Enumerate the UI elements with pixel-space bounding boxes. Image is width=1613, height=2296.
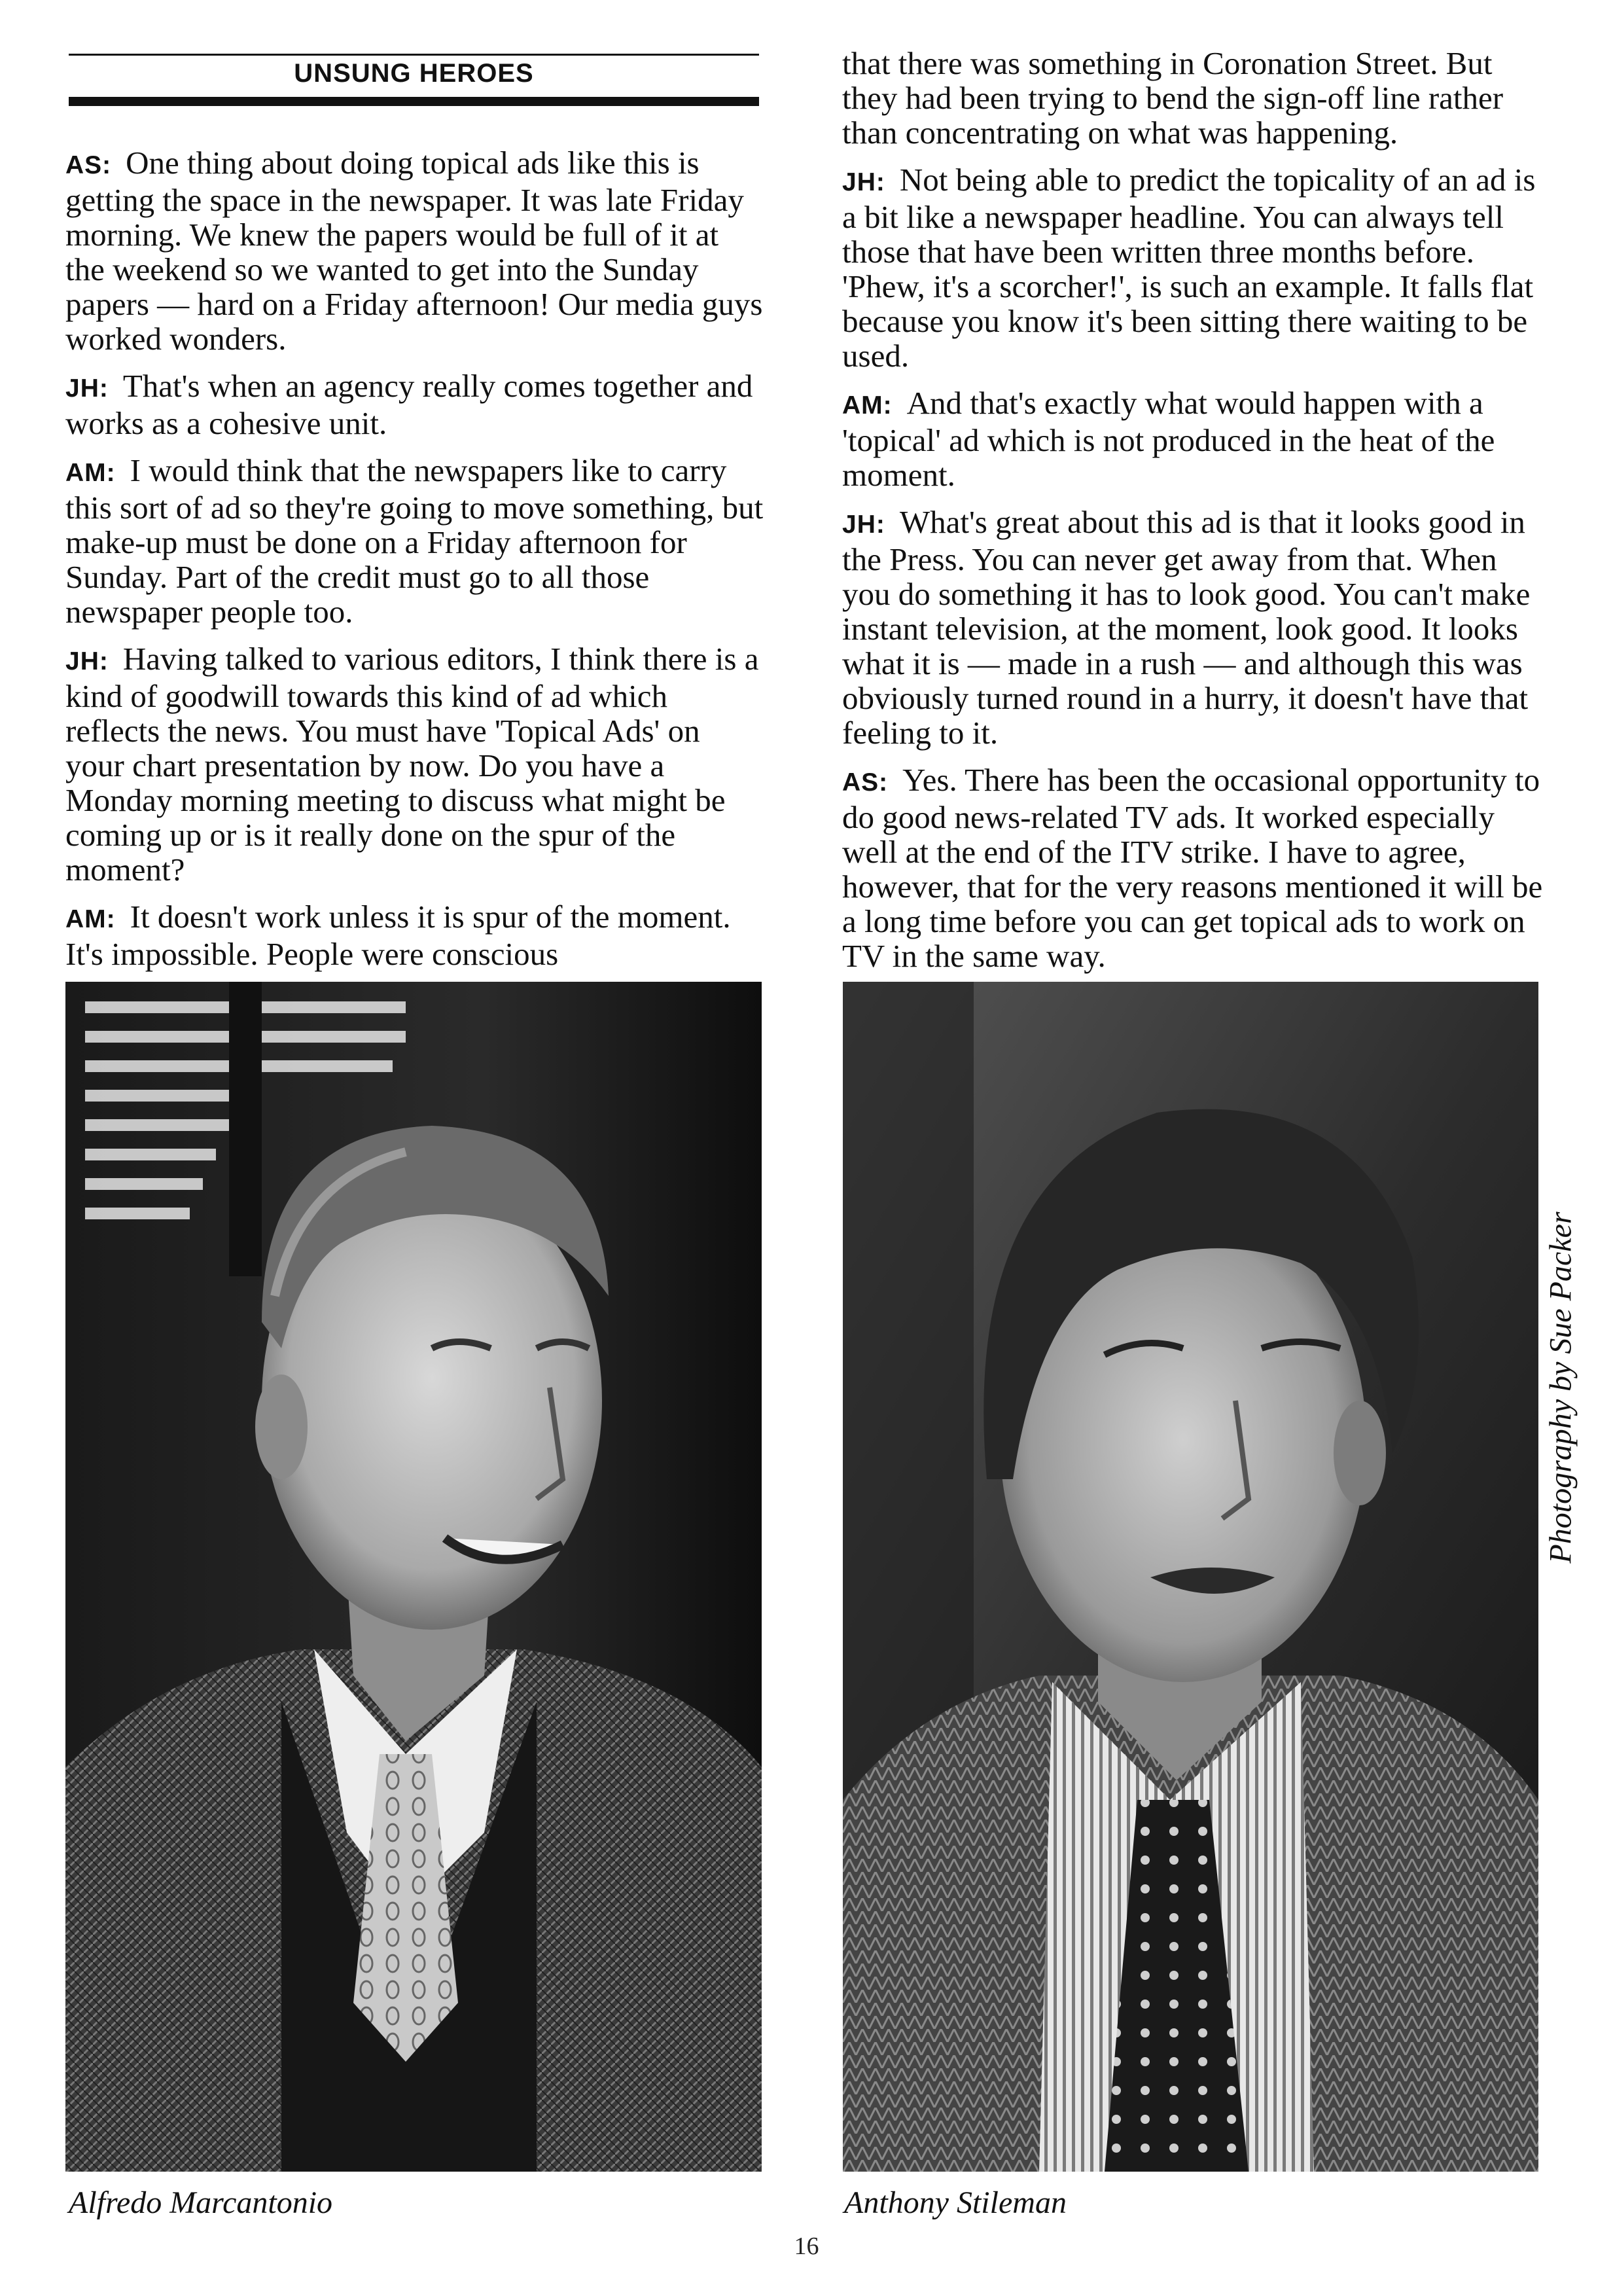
paragraph-text: Having talked to various editors, I think there is a kind of goodwill towards this kind of ad which reflects the news. You must have 'Topical Ads' on your chart presentation by now. Do you have a Monday morning meeting to discuss what might be coming up or is it really done on the spur of the moment? [65, 641, 759, 888]
paragraph-text: I would think that the newspapers like to carry this sort of ad so they're going to move something, but make-up must be done on a Friday afternoon for Sunday. Part of the credit must go to all those newspaper people too. [65, 452, 764, 630]
speaker-label: JH: [65, 647, 109, 675]
speaker-label: AS: [65, 151, 112, 179]
speaker-label: AM: [842, 391, 893, 420]
interview-paragraph [65, 368, 766, 440]
photo-caption-right: Anthony Stileman [844, 2185, 1067, 2220]
continued-paragraph: that there was something in Coronation Street. But they had been trying to bend the sign-off line rather than concentrating on what was happening. [842, 45, 1504, 151]
section-title: UNSUNG HEROES [294, 59, 534, 88]
paragraph-text: Not being able to predict the topicality of an ad is a bit like a newspaper headline. You can always tell those that have been written three months before. 'Phew, it's a scorcher!', is such an example. It falls flat because you know it's been sitting there waiting to be used. [842, 162, 1536, 374]
speaker-label: AS: [842, 768, 889, 797]
paragraph-text: It doesn't work unless it is spur of the moment. It's impossible. People were conscious [65, 899, 731, 972]
paragraph-text: What's great about this ad is that it looks good in the Press. You can never get away from that. When you do something it has to look good. You can't make instant television, at the moment, look good. It looks what it is — made in a rush — and although this was obviously turned round in a hurry, it doesn't have that feeling to it. [842, 504, 1531, 751]
interview-paragraph [842, 162, 1552, 373]
interview-paragraph [842, 762, 1552, 973]
paragraph-text: And that's exactly what would happen with a 'topical' ad which is not produced in the heat of the moment. [842, 385, 1495, 493]
portrait-photo-left [65, 982, 762, 2172]
page-number: 16 [794, 2233, 819, 2260]
interview-paragraph [65, 641, 766, 887]
header-rule-bottom [69, 97, 759, 106]
speaker-label: JH: [842, 168, 885, 196]
speaker-label: JH: [842, 511, 885, 539]
portrait-photo-right [843, 982, 1538, 2172]
interview-paragraph [842, 505, 1552, 750]
paragraph-text: That's when an agency really comes together and works as a cohesive unit. [65, 368, 753, 441]
interview-paragraph [65, 453, 766, 629]
right-text-column [842, 46, 1552, 986]
interview-paragraph [65, 899, 766, 971]
left-text-column [65, 145, 766, 984]
header-rule-top [69, 54, 759, 56]
interview-paragraph [842, 386, 1552, 492]
paragraph-text: Yes. There has been the occasional opportunity to do good news-related TV ads. It worked especially well at the end of the ITV strike. I have to agree, however, that for the very reasons mentioned it will be a long time before you can get topical ads to work on TV in the same way. [842, 762, 1543, 974]
photo-caption-left: Alfredo Marcantonio [69, 2185, 333, 2220]
speaker-label: AM: [65, 459, 116, 487]
paragraph-text: One thing about doing topical ads like this is getting the space in the newspaper. It was late Friday morning. We knew the papers would be full of it at the weekend so we wanted to get into the Sunday papers — hard on a Friday afternoon! Our media guys worked wonders. [65, 145, 763, 357]
photo-credit: Photography by Sue Packer [1543, 1211, 1578, 1564]
speaker-label: JH: [65, 374, 109, 403]
interview-paragraph [65, 145, 766, 356]
speaker-label: AM: [65, 905, 116, 933]
